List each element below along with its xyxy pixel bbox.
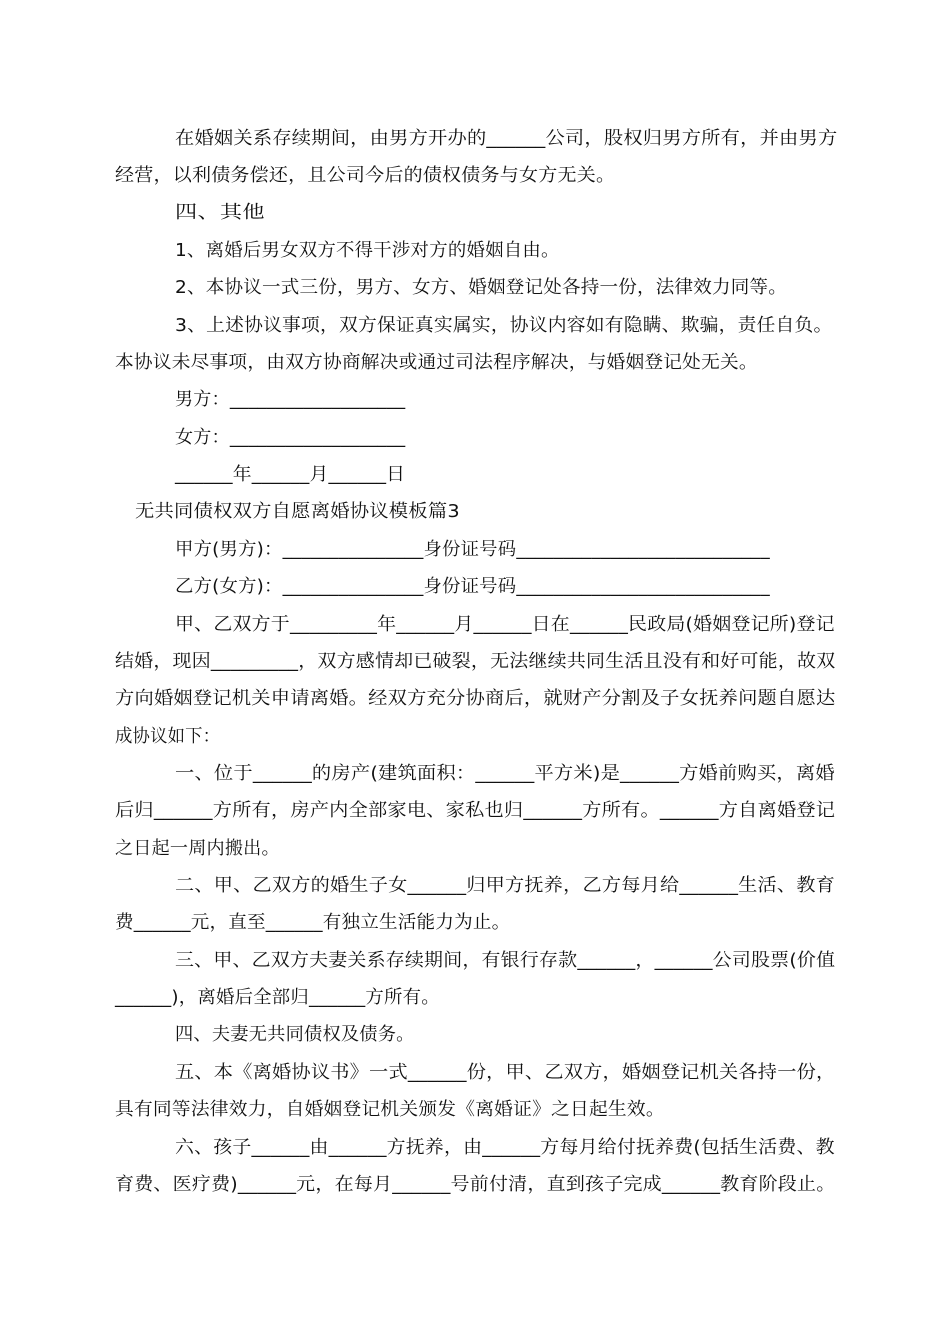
section-heading: 四、其他 xyxy=(175,202,265,223)
party-b-line: 乙方(女方)：_______________身份证号码___________________________ xyxy=(175,576,770,597)
paragraph-line: 之日起一周内搬出。 xyxy=(115,838,280,859)
date-line: ______年______月______日 xyxy=(175,464,406,485)
paragraph-line: 结婚，现因_________，双方感情却已破裂，无法继续共同生活且没有和好可能，故双 xyxy=(115,651,836,672)
paragraph-line: 二、甲、乙双方的婚生子女______归甲方抚养，乙方每月给______生活、教育 xyxy=(175,875,836,896)
paragraph-line: ______)，离婚后全部归______方所有。 xyxy=(115,987,440,1008)
paragraph-line: 具有同等法律效力，自婚姻登记机关颁发《离婚证》之日起生效。 xyxy=(115,1099,665,1120)
paragraph-line: 育费、医疗费)______元，在每月______号前付清，直到孩子完成______教育阶段止。 xyxy=(115,1174,836,1195)
paragraph-line: 费______元，直至______有独立生活能力为止。 xyxy=(115,912,511,933)
section-title: 无共同债权双方自愿离婚协议模板篇3 xyxy=(135,501,460,522)
paragraph-line: 一、位于______的房产(建筑面积：______平方米)是______方婚前购买，离婚 xyxy=(175,763,835,784)
signature-line-male: 男方：___________________ xyxy=(175,389,406,410)
paragraph-line: 三、甲、乙双方夫妻关系存续期间，有银行存款______，______公司股票(价值 xyxy=(175,950,836,971)
paragraph-line: 在婚姻关系存续期间，由男方开办的______公司，股权归男方所有，并由男方 xyxy=(175,128,838,149)
paragraph-line: 方向婚姻登记机关申请离婚。经双方充分协商后，就财产分割及子女抚养问题自愿达 xyxy=(115,688,836,709)
paragraph-line: 1、离婚后男女双方不得干涉对方的婚姻自由。 xyxy=(175,240,560,261)
party-a-line: 甲方(男方)：_______________身份证号码___________________________ xyxy=(175,539,770,560)
paragraph-line: 六、孩子______由______方抚养，由______方每月给付抚养费(包括生活费、教 xyxy=(175,1137,835,1158)
paragraph-line: 后归______方所有，房产内全部家电、家私也归______方所有。______方自离婚登记 xyxy=(115,800,836,821)
signature-line-female: 女方：___________________ xyxy=(175,427,406,448)
paragraph-line: 五、本《离婚协议书》一式______份，甲、乙双方，婚姻登记机关各持一份， xyxy=(175,1062,836,1083)
paragraph-line: 成协议如下： xyxy=(115,726,221,747)
paragraph-line: 甲、乙双方于_________年______月______日在______民政局(婚姻登记所)登记 xyxy=(175,614,835,635)
paragraph-line: 本协议未尽事项，由双方协商解决或通过司法程序解决，与婚姻登记处无关。 xyxy=(115,352,758,373)
paragraph-line: 2、本协议一式三份，男方、女方、婚姻登记处各持一份，法律效力同等。 xyxy=(175,277,788,298)
paragraph-line: 3、上述协议事项，双方保证真实属实，协议内容如有隐瞒、欺骗，责任自负。 xyxy=(175,315,833,336)
paragraph-line: 四、夫妻无共同债权及债务。 xyxy=(175,1024,415,1045)
paragraph-line: 经营，以利债务偿还，且公司今后的债权债务与女方无关。 xyxy=(115,165,616,186)
